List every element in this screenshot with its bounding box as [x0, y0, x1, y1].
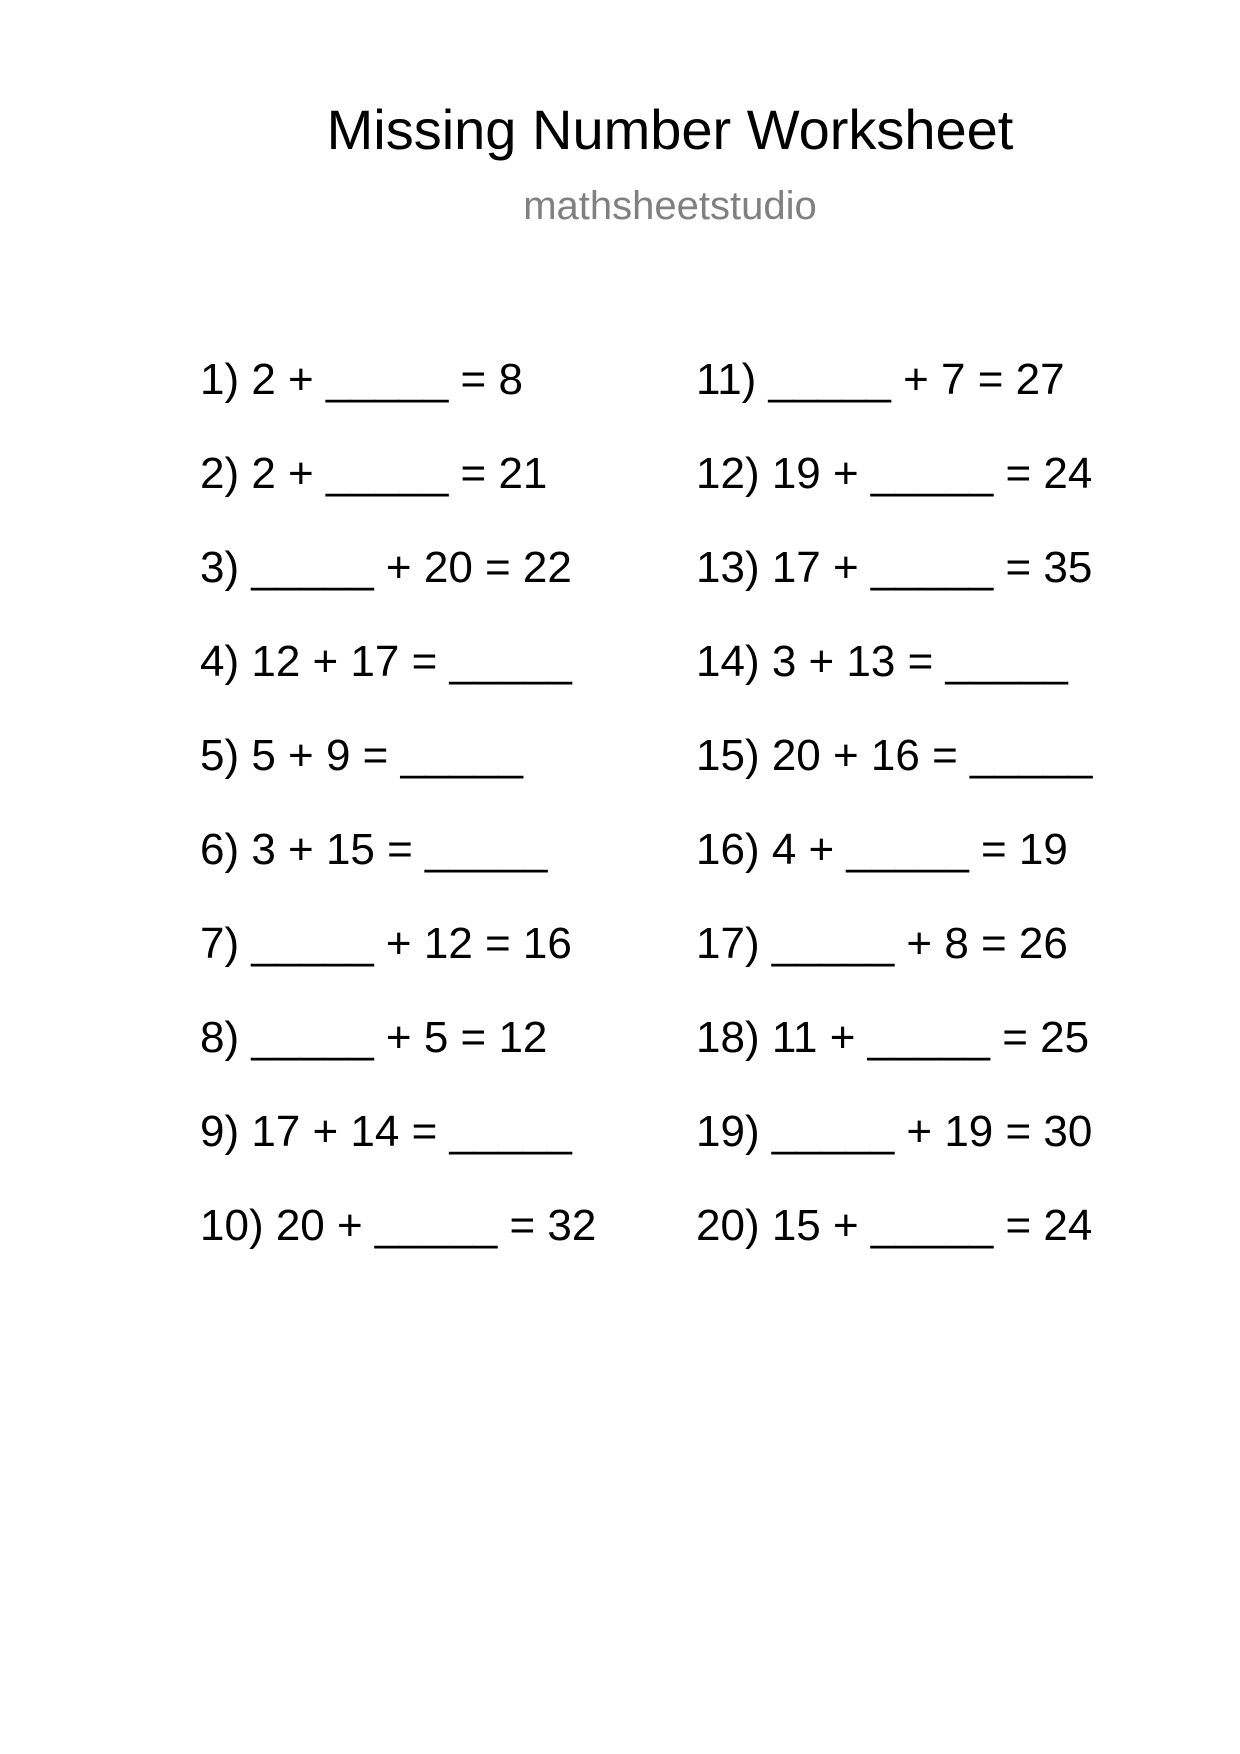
problem-1: 1) 2 + _____ = 8: [200, 355, 523, 404]
problem-12: 12) 19 + _____ = 24: [696, 449, 1093, 498]
problem-3: 3) _____ + 20 = 22: [200, 543, 572, 592]
problem-11: 11) _____ + 7 = 27: [696, 355, 1065, 404]
problem-19: 19) _____ + 19 = 30: [696, 1107, 1093, 1156]
problem-14: 14) 3 + 13 = _____: [696, 637, 1068, 686]
problem-13: 13) 17 + _____ = 35: [696, 543, 1093, 592]
problem-16: 16) 4 + _____ = 19: [696, 825, 1068, 874]
worksheet-title: Missing Number Worksheet: [326, 98, 1014, 161]
problem-20: 20) 15 + _____ = 24: [696, 1201, 1093, 1250]
problem-9: 9) 17 + 14 = _____: [200, 1107, 572, 1156]
problem-15: 15) 20 + 16 = _____: [696, 731, 1093, 780]
problem-2: 2) 2 + _____ = 21: [200, 449, 548, 498]
problem-10: 10) 20 + _____ = 32: [200, 1201, 597, 1250]
problem-5: 5) 5 + 9 = _____: [200, 731, 523, 780]
problem-4: 4) 12 + 17 = _____: [200, 637, 572, 686]
problem-17: 17) _____ + 8 = 26: [696, 919, 1068, 968]
problem-8: 8) _____ + 5 = 12: [200, 1013, 548, 1062]
problem-6: 6) 3 + 15 = _____: [200, 825, 548, 874]
worksheet-subtitle: mathsheetstudio: [523, 184, 817, 228]
problem-18: 18) 11 + _____ = 25: [696, 1013, 1090, 1062]
problem-7: 7) _____ + 12 = 16: [200, 919, 572, 968]
